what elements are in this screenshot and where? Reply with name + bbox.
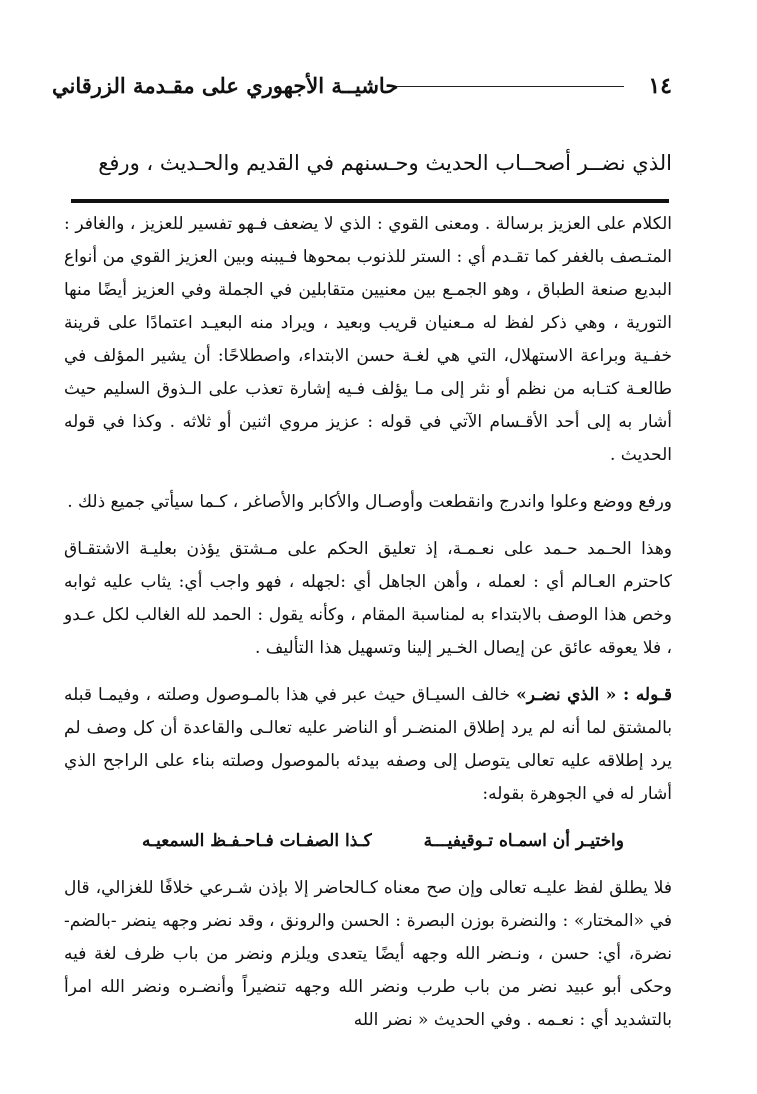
commentary-paragraph-2: ورفع ووضع وعلوا واندرج وانقطعت وأوصـال والأكابر والأصاغر ، كـما سيأتي جميع ذلك . xyxy=(67,492,672,512)
poetry-verse xyxy=(64,825,672,858)
commentary-lead: قـوله : « الذي نضـر» xyxy=(516,685,672,705)
page-header xyxy=(52,70,672,102)
commentary-paragraph-5: فلا يطلق لفظ عليـه تعالى وإن صح معناه كـالحاضر إلا بإذن شـرعي خلافًا للغزالي، قال في «المختار» : والنضرة بوزن البصرة : الحسن والرونق ، وقد نضر وجهه ينضر -بالضم- نضرة، أي: حسن ، ونـضر الله وجهه أيضًا يتعدى ويلزم ونضر من باب ظرف لغة فيه وحكى أبو عبيد نضر من باب طرب ونضر الله وجهه تنضيراً وأنضـره ونضر الله امرأ بالتشديد أي : نعـمه . وفي الحديث « نضر الله xyxy=(64,878,672,1030)
verse-second-hemistich: كـذا الصفـات فـاحـفـظ السمعيـه xyxy=(142,831,372,851)
header-rule xyxy=(387,86,624,87)
running-title: حاشيــة الأجهوري على مقـدمة الزرقاني xyxy=(52,73,399,98)
page-number: ١٤ xyxy=(648,73,672,99)
commentary-paragraph-1: الكلام على العزيز برسالة . ومعنى القوي : الذي لا يضعف فـهو تفسير للعزيز ، والغافر : المتـصف بالغفر كما تقـدم أي : الستر للذنوب بمحوها فـيبنه وبين العزيز القوي من أنواع البديع صنعة الطباق ، وهو الجمـع بين معنيين متقابلين في الجملة وفي العزيز أيضًا منها التورية ، وهي ذكر لفظ له مـعنيان قريب وبعيد ، ويراد منه البعيـد اعتمادًا على قرينة خفـية وبراعة الاستهلال، التي هي لغـة حسن الابتداء، واصطلاحًا: أن يشير المؤلف في طالعـة كتـابه من نظم أو نثر إلى مـا يؤلف فـيه إشارة تعذب على الـذوق السليم حيث أشار به إلى أحد الأقـسام الآتي في قوله : عزيز مروي اثنين أو ثلاثه . وكذا في قوله الحديث . xyxy=(64,214,672,465)
commentary-paragraph-4-body: خالف السيـاق حيث عبر في هذا بالمـوصول وصلته ، وفيمـا قبله بالمشتق لما أنه لم يرد إطلاق المنضـر أو الناضر عليه تعالـى والقاعدة أن كل وصف لم يرد إطلاقه عليه تعالى يتوصل إلى وصفه بيدئه بالموصول وصلته بناء على الراجح الذي أشار له في الجوهرة بقوله: xyxy=(64,685,672,804)
commentary-text xyxy=(64,208,672,1051)
verse-first-hemistich: واختيـر أن اسمـاه تـوقيفيـــة xyxy=(423,831,624,851)
section-divider xyxy=(71,199,669,203)
commentary-paragraph-4 xyxy=(64,679,672,811)
commentary-paragraph-3: وهذا الحـمد حـمد على نعـمـة، إذ تعليق الحكم على مـشتق يؤذن بعليـة الاشتقـاق كاحترم العـالم أي : لعمله ، وأهن الجاهل أي :لجهله ، فهو واجب أي: يثاب عليه ثوابه وخص هذا الوصف بالابتداء به لمناسبة المقام ، وكأنه يقول : الحمد لله الغالب لكل عـدو ، فلا يعوقه عائق عن إيصال الخـير إلينا وتسهيل هذا التأليف . xyxy=(64,539,672,658)
main-text: الذي نضــر أصحــاب الحديث وحـسنهم في القديم والحـديث ، ورفع xyxy=(98,151,672,175)
